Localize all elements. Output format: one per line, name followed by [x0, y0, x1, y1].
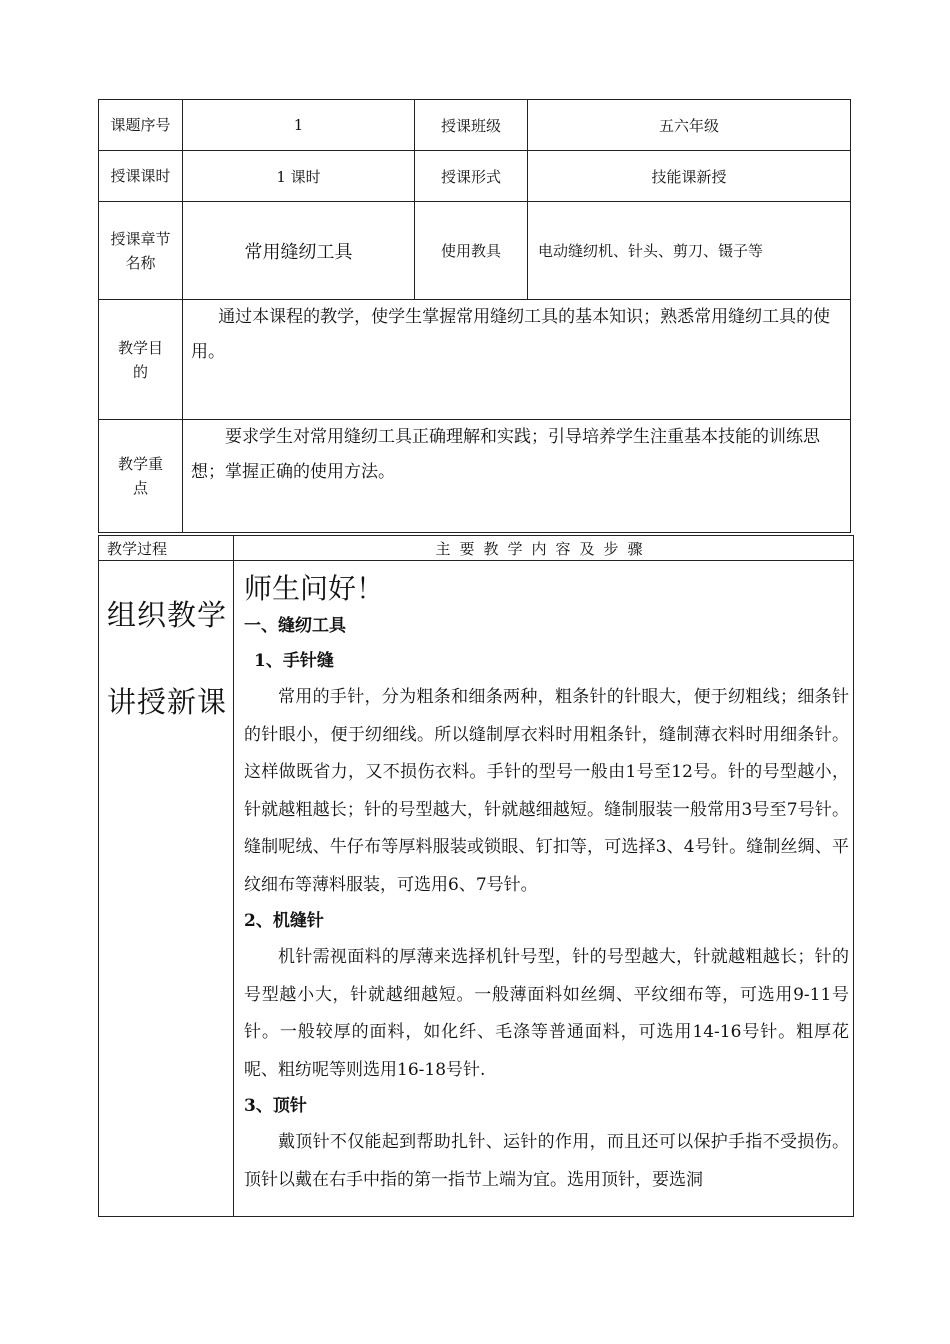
- form-value: 技能课新授: [528, 151, 851, 202]
- paragraph-thimble: 戴顶针不仅能起到帮助扎针、运针的作用，而且还可以保护手指不受损伤。顶针以戴在右手中指的第一指节上端为宜。选用顶针，要选洞: [244, 1132, 849, 1190]
- label-equipment: 使用教具: [415, 202, 528, 300]
- section-heading: 一、缝纫工具: [244, 616, 346, 636]
- subheading-machine-needle: 2、机缝针: [244, 911, 324, 931]
- stage-column: [99, 561, 234, 1217]
- label-focus: 教学重点: [99, 420, 183, 533]
- header-content: 主要教学内容及步骤: [234, 536, 854, 561]
- paragraph-machine-needle: 机针需视面料的厚薄来选择机针号型，针的号型越大，针就越粗越长；针的号型越小大，针就越细越短。一般薄面料如丝绸、平纹细布等，可选用9-11号针。一般较厚的面料，如化纤、毛涤等普通面料，可选用14-16号针。粗厚花呢、粗纺呢等则选用16-18号针.: [244, 947, 849, 1080]
- label-purpose: 教学目的: [99, 300, 183, 420]
- purpose-text: 通过本课程的教学，使学生掌握常用缝纫工具的基本知识；熟悉常用缝纫工具的使用。: [183, 300, 851, 420]
- header-process: 教学过程: [99, 536, 234, 561]
- stage-organize: 组织教学: [107, 598, 228, 632]
- label-form: 授课形式: [415, 151, 528, 202]
- chapter-value: 常用缝纫工具: [183, 202, 415, 300]
- teaching-process-table: [98, 535, 854, 1217]
- course-info-table: [98, 99, 851, 533]
- hours-value: 1 课时: [183, 151, 415, 202]
- lesson-content: [234, 561, 854, 1217]
- label-chapter: 授课章节名称: [99, 202, 183, 300]
- focus-text: 要求学生对常用缝纫工具正确理解和实践；引导培养学生注重基本技能的训练思想；掌握正确的使用方法。: [183, 420, 851, 533]
- class-value: 五六年级: [528, 100, 851, 151]
- greeting: 师生问好！: [244, 572, 385, 605]
- subheading-thimble: 3、顶针: [244, 1096, 307, 1116]
- label-class: 授课班级: [415, 100, 528, 151]
- label-lesson-number: 课题序号: [99, 100, 183, 151]
- label-hours: 授课课时: [99, 151, 183, 202]
- equipment-value: 电动缝纫机、针头、剪刀、镊子等: [528, 202, 851, 300]
- lesson-number: 1: [183, 100, 415, 151]
- subheading-hand-needle: 1、手针缝: [254, 651, 334, 671]
- paragraph-hand-needle: 常用的手针，分为粗条和细条两种，粗条针的针眼大，便于纫粗线；细条针的针眼小，便于纫细线。所以缝制厚衣料时用粗条针，缝制薄衣料时用细条针。这样做既省力，又不损伤衣料。手针的型号一般由1号至12号。针的号型越小，针就越粗越长；针的号型越大，针就越细越短。缝制服装一般常用3号至7号针。缝制呢绒、牛仔布等厚料服装或锁眼、钉扣等，可选择3、4号针。缝制丝绸、平纹细布等薄料服装，可选用6、7号针。: [244, 687, 849, 895]
- stage-new-lesson: 讲授新课: [107, 685, 228, 719]
